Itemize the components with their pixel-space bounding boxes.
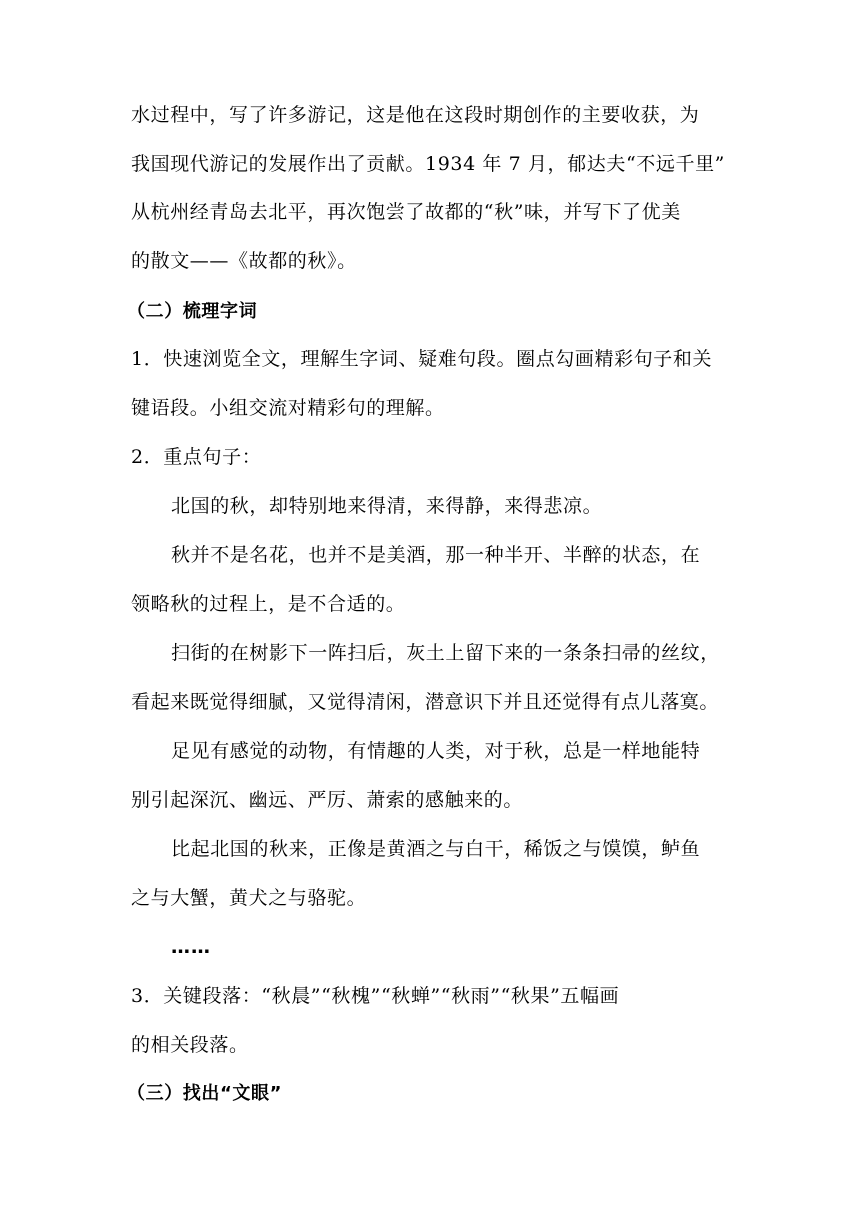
key-sentence-5-line-1: 比起北国的秋来，正像是黄酒之与白干，稀饭之与馍馍，鲈鱼 — [171, 838, 701, 860]
key-sentence-3-line-1: 扫街的在树影下一阵扫后，灰土上留下来的一条条扫帚的丝纹， — [171, 642, 720, 664]
key-sentence-3-line-2: 看起来既觉得细腻，又觉得清闲，潜意识下并且还觉得有点儿落寞。 — [131, 691, 720, 713]
key-sentence-5-line-2: 之与大蟹，黄犬之与骆驼。 — [131, 887, 367, 909]
key-sentence-4-line-2: 别引起深沉、幽远、严厉、萧索的感触来的。 — [131, 789, 524, 811]
section-heading-2: （二）梳理字词 — [127, 301, 258, 322]
section-heading-3: （三）找出“文眼” — [127, 1083, 283, 1104]
item1-line-1: 1．快速浏览全文，理解生字词、疑难句段。圈点勾画精彩句子和关 — [131, 348, 713, 370]
intro-line-3: 从杭州经青岛去北平，再次饱尝了故都的“秋”味，并写下了优美 — [131, 201, 681, 223]
key-sentence-2-line-2: 领略秋的过程上，是不合适的。 — [131, 593, 406, 615]
key-sentence-1: 北国的秋，却特别地来得清，来得静，来得悲凉。 — [171, 495, 603, 517]
item1-line-2: 键语段。小组交流对精彩句的理解。 — [131, 397, 445, 419]
intro-line-1: 水过程中，写了许多游记，这是他在这段时期创作的主要收获，为 — [131, 104, 700, 126]
ellipsis: …… — [171, 936, 211, 958]
intro-line-4: 的散文——《故都的秋》。 — [131, 250, 357, 272]
item3-line-2: 的相关段落。 — [131, 1034, 249, 1056]
intro-line-2: 我国现代游记的发展作出了贡献。1934 年 7 月，郁达夫“不远千里” — [131, 153, 725, 175]
item2-label: 2．重点句子： — [131, 446, 262, 468]
item3-line-1: 3．关键段落：“秋晨”“秋槐”“秋蝉”“秋雨”“秋果”五幅画 — [131, 985, 620, 1007]
key-sentence-4-line-1: 足见有感觉的动物，有情趣的人类，对于秋，总是一样地能特 — [171, 740, 701, 762]
key-sentence-2-line-1: 秋并不是名花，也并不是美酒，那一种半开、半醉的状态，在 — [171, 544, 701, 566]
